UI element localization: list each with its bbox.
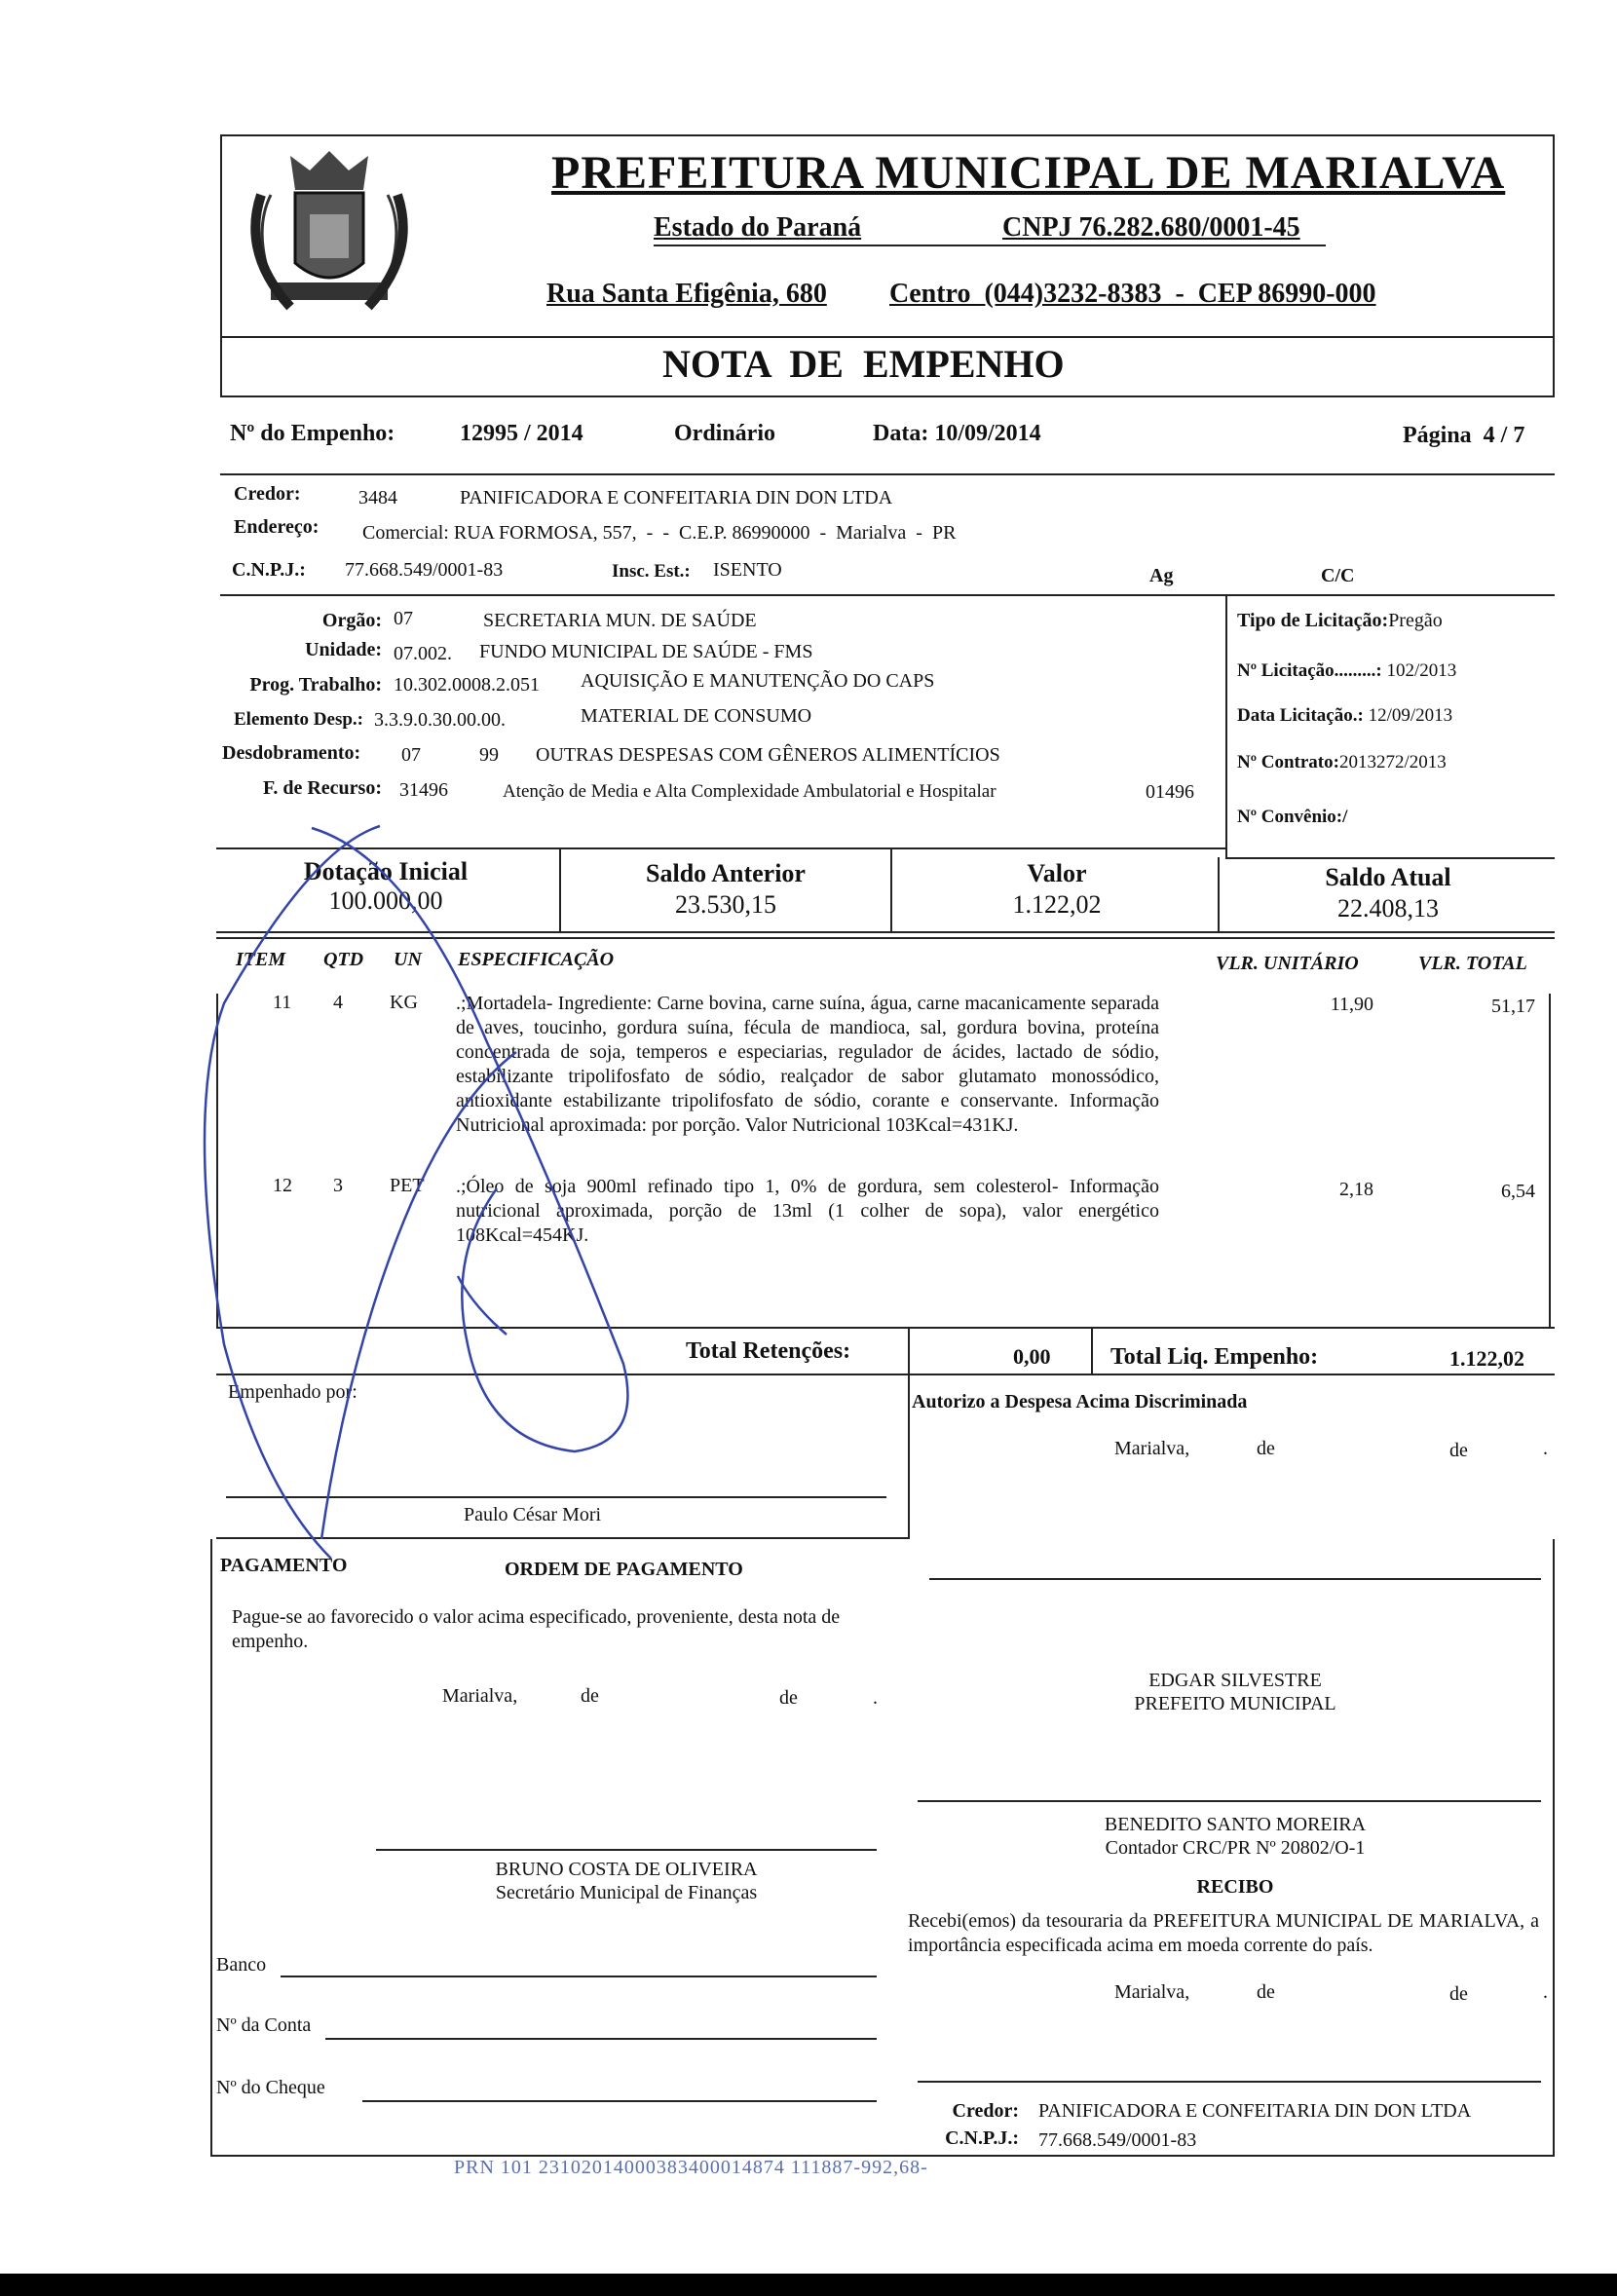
pagamento-dot: . [873,1687,878,1709]
items-header-un: UN [394,949,422,970]
recurso-code: 31496 [399,779,448,801]
item-12-unit: 2,18 [1339,1179,1373,1200]
saldo-atual-value: 22.408,13 [1337,894,1439,922]
autorizo-de2: de [1449,1440,1468,1461]
empenho-number-label: Nº do Empenho: [230,421,395,446]
recibo-de2: de [1449,1983,1468,2005]
pagamento-text: Pague-se ao favorecido o valor acima especificado, proveniente, desta nota de empenho. [232,1606,841,1652]
desd-code1: 07 [401,744,421,766]
header-district-phone-cep: Centro (044)3232-8383 - CEP 86990-000 [889,279,1376,309]
prefeito-name: EDGAR SILVESTRE [1148,1670,1322,1691]
recibo-credor-label: Credor: [952,2100,1019,2122]
conta-label: Nº da Conta [216,2014,312,2036]
item-11-unit: 11,90 [1330,994,1373,1015]
saldo-anterior-value: 23.530,15 [675,890,776,919]
licitacao-contrato-label: Nº Contrato: [1237,752,1339,772]
desd-code2: 99 [479,744,499,766]
valor-value: 1.122,02 [1012,890,1102,919]
address-value: Comercial: RUA FORMOSA, 557, - - C.E.P. 86990000 - Marialva - PR [362,522,957,544]
valor-label: Valor [1027,859,1087,887]
recibo-label: RECIBO [1196,1876,1274,1898]
autorizo-label: Autorizo a Despesa Acima Discriminada [912,1391,1248,1412]
licitacao-contrato [1237,752,1447,773]
recibo-dot: . [1543,1981,1548,2003]
orgao-name: SECRETARIA MUN. DE SAÚDE [483,610,757,631]
recibo-cnpj-value: 77.668.549/0001-83 [1038,2129,1197,2151]
saldo-anterior-label: Saldo Anterior [646,859,806,887]
recibo-credor-name: PANIFICADORA E CONFEITARIA DIN DON LTDA [1038,2100,1472,2122]
unidade-label: Unidade: [305,639,382,660]
credor-name: PANIFICADORA E CONFEITARIA DIN DON LTDA [460,487,893,508]
item-12-spec: .;Óleo de soja 900ml refinado tipo 1, 0% de gordura, sem colesterol- Informação nutricional aproximada, porção de 13ml (1 colher de sopa), valor energético 108Kcal=454KJ. [456,1176,1159,1246]
recurso-num: 01496 [1146,781,1194,803]
cc-label: C/C [1321,565,1355,586]
recibo-cnpj-label: C.N.P.J.: [945,2127,1019,2149]
licitacao-tipo-label: Tipo de Licitação: [1237,610,1389,631]
total-retencoes-value: 0,00 [1013,1344,1051,1369]
banco-label: Banco [216,1954,267,1976]
licitacao-tipo [1237,610,1443,632]
licitacao-num-label: Nº Licitação.........: [1237,660,1382,681]
total-liq-value: 1.122,02 [1449,1346,1524,1371]
orgao-label: Orgão: [321,610,382,631]
unidade-code: 07.002. [394,643,452,664]
licitacao-num-value: 102/2013 [1386,660,1457,681]
licitacao-tipo-value: Pregão [1388,610,1443,631]
item-11-total: 51,17 [1491,996,1535,1017]
item-12-total: 6,54 [1501,1181,1535,1202]
elem-name: MATERIAL DE CONSUMO [581,705,812,727]
empenho-number: 12995 / 2014 [460,421,583,446]
prog-label: Prog. Trabalho: [249,674,382,696]
pagamento-de1: de [581,1685,599,1707]
empenhado-label: Empenhado por: [228,1381,357,1403]
autorizo-dot: . [1543,1438,1548,1459]
item-12-qtd: 3 [333,1175,343,1196]
header-street: Rua Santa Efigênia, 680 [546,279,827,309]
secretario-name: BRUNO COSTA DE OLIVEIRA [495,1859,758,1880]
header-cnpj: CNPJ 76.282.680/0001-45 [1002,212,1300,243]
prog-name: AQUISIÇÃO E MANUTENÇÃO DO CAPS [581,670,935,692]
cnpj-label: C.N.P.J.: [232,559,306,581]
items-header-espec: ESPECIFICAÇÃO [458,949,615,970]
contador-title: Contador CRC/PR Nº 20802/O-1 [1105,1837,1366,1859]
header-state: Estado do Paraná [654,212,862,243]
unidade-name: FUNDO MUNICIPAL DE SAÚDE - FMS [479,641,813,662]
footer-code: PRN 101 23102014000383400014874 111887-992,68- [454,2157,928,2178]
item-11-un: KG [390,992,418,1013]
autorizo-de1: de [1257,1438,1275,1459]
insc-label: Insc. Est.: [612,561,691,582]
item-12-number: 12 [273,1175,292,1196]
scan-bottom-edge [0,2274,1617,2296]
cnpj-value: 77.668.549/0001-83 [345,559,504,581]
item-11-number: 11 [273,992,292,1013]
saldo-atual-label: Saldo Atual [1325,863,1451,891]
address-label: Endereço: [234,516,320,538]
recibo-place: Marialva, [1114,1981,1190,2003]
total-liq-label: Total Liq. Empenho: [1110,1344,1319,1370]
empenho-date: Data: 10/09/2014 [873,421,1041,446]
licitacao-data-value: 12/09/2013 [1368,705,1453,726]
licitacao-convenio: Nº Convênio:/ [1237,807,1348,827]
cheque-label: Nº do Cheque [216,2077,325,2098]
pagamento-place: Marialva, [442,1685,518,1707]
elem-label: Elemento Desp.: [234,709,363,730]
items-header-item: ITEM [236,949,286,970]
prefeito-title: PREFEITO MUNICIPAL [1134,1693,1336,1714]
elem-code: 3.3.9.0.30.00.00. [374,709,506,731]
prog-code: 10.302.0008.2.051 [394,674,540,696]
licitacao-contrato-value: 2013272/2013 [1338,752,1447,772]
items-header-total: VLR. TOTAL [1418,953,1527,974]
insc-value: ISENTO [713,559,782,581]
autorizo-place: Marialva, [1114,1438,1190,1459]
item-12-un: PET [390,1175,425,1196]
items-header-qtd: QTD [323,949,364,970]
document-title: NOTA DE EMPENHO [662,342,1065,386]
secretario-title: Secretário Municipal de Finanças [495,1882,758,1903]
total-retencoes-label: Total Retenções: [686,1338,851,1364]
recurso-label: F. de Recurso: [262,777,382,799]
dotacao-value: 100.000,00 [328,886,443,915]
recibo-text: Recebi(emos) da tesouraria da PREFEITURA MUNICIPAL DE MARIALVA, a importância especificada acima em moeda corrente do país. [908,1910,1539,1956]
empenho-type: Ordinário [674,421,776,446]
contador-name: BENEDITO SANTO MOREIRA [1104,1814,1367,1835]
licitacao-data [1237,705,1452,727]
coat-of-arms-logo [232,136,427,331]
licitacao-num [1237,660,1456,682]
pagamento-de2: de [779,1687,798,1709]
empenhado-name: Paulo César Mori [464,1504,602,1525]
desd-label: Desdobramento: [222,742,361,764]
orgao-code: 07 [394,608,413,629]
header-title: PREFEITURA MUNICIPAL DE MARIALVA [551,147,1506,199]
items-header-unit: VLR. UNITÁRIO [1216,953,1359,974]
licitacao-data-label: Data Licitação.: [1237,705,1364,726]
pagamento-label: PAGAMENTO [220,1555,348,1576]
item-11-qtd: 4 [333,992,343,1013]
page-number: Página 4 / 7 [1403,423,1525,448]
dotacao-label: Dotação Inicial [303,857,469,885]
item-11-spec: .;Mortadela- Ingrediente: Carne bovina, carne suína, água, carne macanicamente separada de aves, toucinho, gordura suína, fécula de mandioca, sal, gordura bovina, proteína concentrada de soja, temperos e especiarias, regulador de ácides, lactado de sódio, estabilizante tripolifosfato de sódio, realçador de sabor glutamato monossódico, antioxidante estabilizante tripolifosfato de sódio, corante e conservante. Informação Nutricional aproximada: por porção. Valor Nutricional 103Kcal=431KJ. [456,993,1159,1136]
recurso-name: Atenção de Media e Alta Complexidade Ambulatorial e Hospitalar [503,781,997,802]
ordem-pagamento-label: ORDEM DE PAGAMENTO [505,1559,743,1580]
ag-label: Ag [1149,565,1174,586]
recibo-de1: de [1257,1981,1275,2003]
desd-name: OUTRAS DESPESAS COM GÊNEROS ALIMENTÍCIOS [536,744,1000,766]
credor-code: 3484 [358,487,397,508]
credor-label: Credor: [234,483,301,505]
